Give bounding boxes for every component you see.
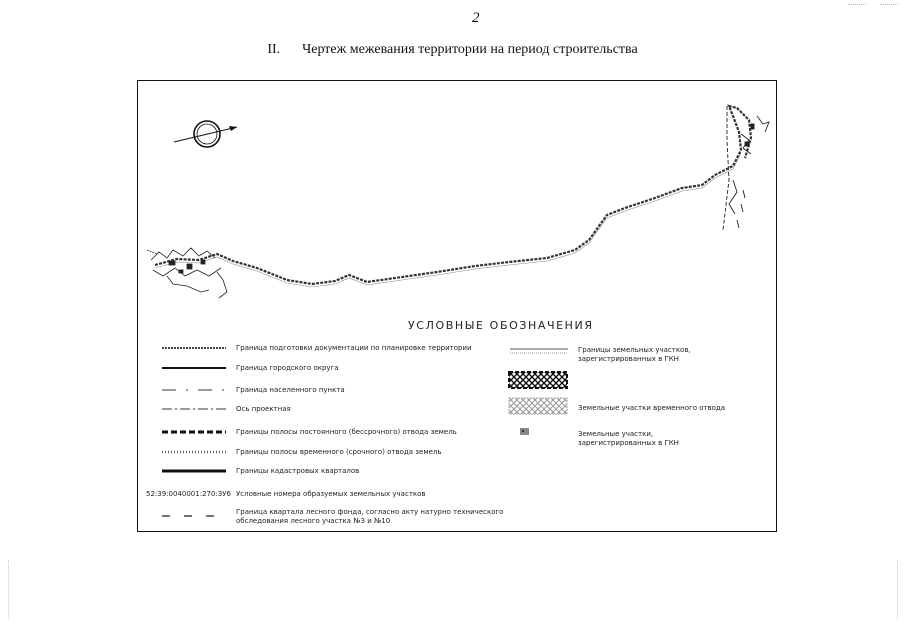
route-line — [155, 106, 751, 287]
territory-map — [137, 80, 777, 310]
legend-item-forest-quarter: Граница квартала лесного фонда, согласно акту натурно технического обследования лесного участка №3 и №10 — [236, 508, 504, 525]
legend-item-project-axis: Ось проектная — [236, 405, 291, 413]
section-number: II. — [267, 42, 281, 57]
legend-item-gkn-parcels: Земельные участки, зарегистрированных в ГКН — [578, 430, 679, 447]
legend-symbol-planning-boundary — [160, 344, 228, 352]
section-heading — [0, 42, 905, 58]
legend-item-city-district-boundary: Граница городского округа — [236, 364, 339, 372]
legend-symbol-city-district-boundary — [160, 364, 228, 372]
legend-symbol-cadastral-quarters — [160, 467, 228, 475]
page-edge-right — [897, 560, 898, 620]
legend-item-planning-boundary: Граница подготовки документации по планировке территории — [236, 344, 472, 352]
legend-item-temporary-parcels: Земельные участки временного отвода — [578, 404, 726, 412]
legend-item-parcel-numbers: Условные номера образуемых земельных участков — [236, 490, 426, 498]
legend-item-cadastral-quarters: Границы кадастровых кварталов — [236, 467, 360, 475]
legend-item-temporary-allotment: Границы полосы временного (срочного) отвода земель — [236, 448, 442, 456]
legend-symbol-temporary-parcels-dark — [508, 371, 568, 389]
legend-symbol-gkn-parcel-boundaries — [508, 346, 570, 356]
legend-parcel-number-example: 52:39:0040001:270:ЗУ6 — [146, 490, 231, 498]
legend-symbol-forest-quarter — [160, 512, 228, 520]
legend-symbol-temporary-parcels — [508, 397, 568, 415]
corner-mark-top-right-1 — [848, 4, 866, 5]
legend-symbol-permanent-allotment — [160, 428, 228, 436]
section-title: Чертеж межевания территории на период строительства — [302, 42, 638, 57]
legend-symbol-gkn-parcels — [519, 427, 531, 437]
legend-symbol-project-axis — [160, 405, 228, 413]
legend-symbol-settlement-boundary — [160, 386, 228, 394]
page-number: 2 — [472, 10, 480, 26]
page-edge-left — [8, 560, 9, 620]
north-arrow-icon — [174, 121, 237, 147]
legend-item-settlement-boundary: Граница населенного пункта — [236, 386, 345, 394]
legend-symbol-temporary-allotment — [160, 448, 228, 456]
legend-title: УСЛОВНЫЕ ОБОЗНАЧЕНИЯ — [408, 319, 594, 332]
legend-item-permanent-allotment: Границы полосы постоянного (бессрочного) отвода земель — [236, 428, 457, 436]
corner-mark-top-right-2 — [880, 4, 898, 5]
legend-item-gkn-parcel-boundaries: Границы земельных участков, зарегистрированных в ГКН — [578, 346, 691, 363]
